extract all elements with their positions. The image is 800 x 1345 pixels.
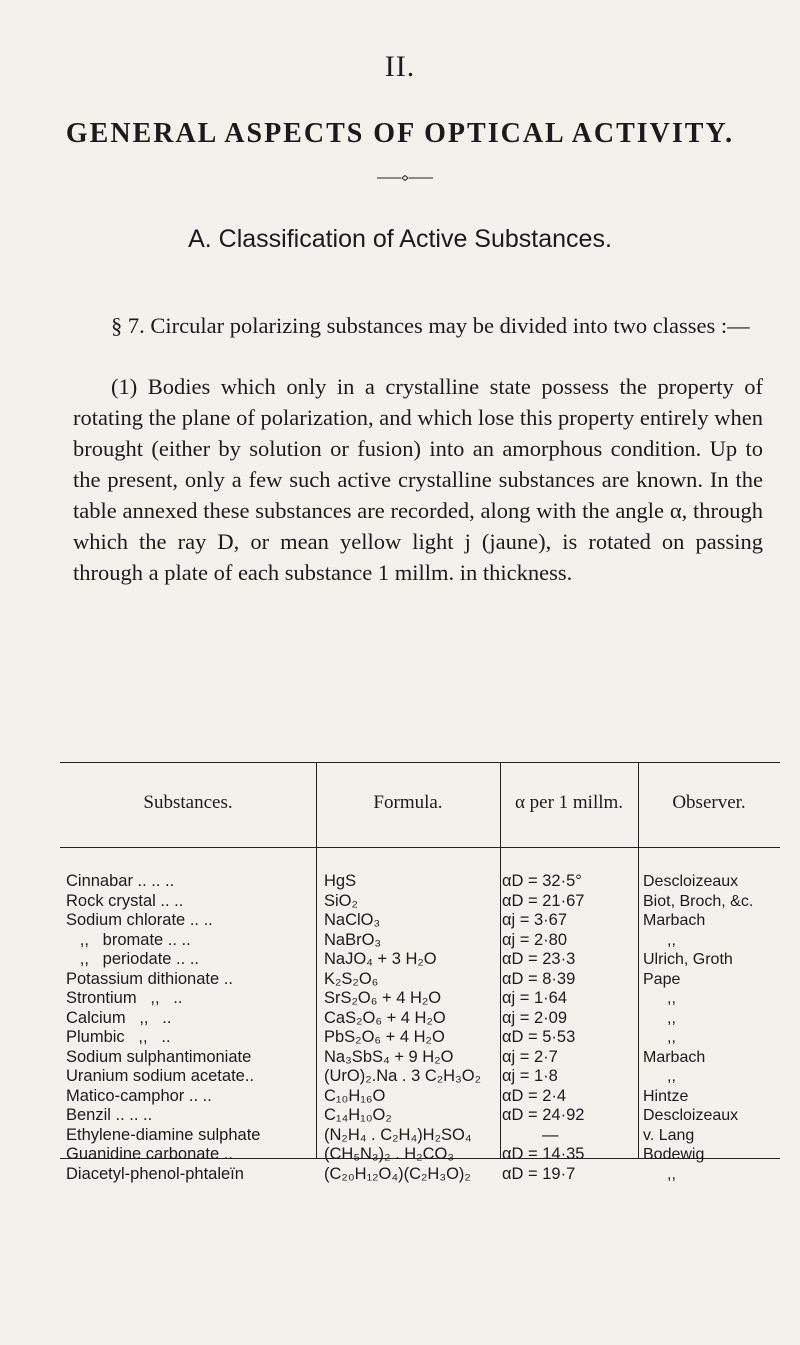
table-cell: Benzil .. .. .. xyxy=(66,1106,153,1124)
table-cell: SrS₂O₆ + 4 H₂O xyxy=(324,989,442,1007)
table-cell: αj = 1·64 xyxy=(502,989,568,1007)
table-cell: Guanidine carbonate .. xyxy=(66,1145,233,1163)
table-cell: — xyxy=(542,1125,559,1144)
table-cell: Descloizeaux xyxy=(643,1107,739,1124)
table-cell: ,, xyxy=(667,990,676,1007)
table-cell: αj = 2·7 xyxy=(502,1047,558,1066)
table-cell: αj = 3·67 xyxy=(502,911,568,929)
header-substances: Substances. xyxy=(143,792,233,813)
table-cell: Matico-camphor .. .. xyxy=(66,1086,212,1105)
table-cell: Marbach xyxy=(643,1048,706,1066)
table-cell: Calcium ,, .. xyxy=(66,1008,172,1027)
table-cell: K₂S₂O₆ xyxy=(324,969,379,988)
table-cell: ,, xyxy=(667,1009,676,1027)
table-cell: αD = 8·39 xyxy=(502,969,576,988)
table-cell: Hintze xyxy=(643,1087,689,1105)
table-cell: ,, bromate .. .. xyxy=(66,930,191,949)
table-cell: (UrO)₂.Na . 3 C₂H₃O₂ xyxy=(324,1067,482,1085)
table-cell: Na₃SbS₄ + 9 H₂O xyxy=(324,1047,454,1066)
table-cell: αj = 2·80 xyxy=(502,930,568,949)
table-cell: Strontium ,, .. xyxy=(66,989,183,1007)
table-cell: v. Lang xyxy=(643,1126,695,1144)
table-cell: ,, xyxy=(667,1029,676,1046)
table-cell: ,, xyxy=(667,1068,676,1085)
table-cell: (N₂H₄ . C₂H₄)H₂SO₄ xyxy=(324,1125,472,1144)
chapter-number: II. xyxy=(384,50,416,83)
table-cell: αD = 2·4 xyxy=(502,1086,567,1105)
table-cell: PbS₂O₆ + 4 H₂O xyxy=(324,1028,445,1046)
table-cell: Sodium sulphantimoniate xyxy=(66,1047,252,1066)
table-cell: ,, xyxy=(667,1165,676,1183)
table-cell: Plumbic ,, .. xyxy=(66,1028,171,1046)
table-cell: Ethylene-diamine sulphate xyxy=(66,1125,261,1144)
table-cell: αj = 2·09 xyxy=(502,1008,568,1027)
table-cell: Bodewig xyxy=(643,1146,705,1163)
table-cell: αD = 21·67 xyxy=(502,891,585,910)
ornament-divider-icon xyxy=(375,174,435,182)
paragraph-body: (1) Bodies which only in a crystalline state possess the property of rotating the plane of polarization, and which lose this property entirely when brought (either by solution or fusion) into an amorphous condition. Up to the present, only a few such active crystalline substances are known. In the table annexed these substances are recorded, along with the angle α, through which the ray D, or mean yellow light j (jaune), is rotated on passing through a plate of each substance 1 millm. in thickness. xyxy=(73,373,763,585)
substances-column xyxy=(66,872,314,1184)
table-cell: NaBrO₃ xyxy=(324,930,382,949)
table-cell: αD = 14·35 xyxy=(502,1145,585,1163)
header-observer: Observer. xyxy=(672,792,746,813)
table-cell: αD = 24·92 xyxy=(502,1106,585,1124)
table-cell: Cinnabar .. .. .. xyxy=(66,872,175,890)
formula-column xyxy=(324,872,504,1184)
table-cell: Ulrich, Groth xyxy=(643,951,733,968)
column-divider xyxy=(316,762,317,1158)
table-cell: C₁₄H₁₀O₂ xyxy=(324,1106,392,1124)
table-cell: ,, periodate .. .. xyxy=(66,950,199,968)
table-cell: Descloizeaux xyxy=(643,873,739,890)
table-cell: αD = 32·5° xyxy=(502,872,582,890)
table-cell: αD = 5·53 xyxy=(502,1028,576,1046)
table-cell: Biot, Broch, &c. xyxy=(643,892,754,910)
table-top-rule xyxy=(60,762,780,763)
header-alpha: α per 1 millm. xyxy=(514,792,624,813)
table-cell: CaS₂O₆ + 4 H₂O xyxy=(324,1008,446,1027)
table-cell: (CH₅N₃)₂ . H₂CO₃ xyxy=(324,1145,455,1163)
active-substances-table xyxy=(60,762,780,1183)
table-cell: Sodium chlorate .. .. xyxy=(66,911,213,929)
table-cell: HgS xyxy=(324,872,357,890)
table-cell: Rock crystal .. .. xyxy=(66,891,184,910)
chapter-title: GENERAL ASPECTS OF OPTICAL ACTIVITY. xyxy=(65,118,735,149)
table-cell: Uranium sodium acetate.. xyxy=(66,1067,255,1085)
table-cell: (C₂₀H₁₂O₄)(C₂H₃O)₂ xyxy=(324,1164,471,1183)
table-cell: Potassium dithionate .. xyxy=(66,969,233,988)
table-cell: αD = 23·3 xyxy=(502,950,576,968)
table-cell: Diacetyl-phenol-phtaleïn xyxy=(66,1164,244,1183)
table-cell: Marbach xyxy=(643,912,706,929)
table-cell: NaClO₃ xyxy=(324,911,381,929)
table-header-rule xyxy=(60,847,780,848)
table-cell: SiO₂ xyxy=(324,891,358,910)
table-cell: C₁₀H₁₆O xyxy=(324,1086,386,1105)
table-cell: αj = 1·8 xyxy=(502,1067,558,1085)
table-cell: NaJO₄ + 3 H₂O xyxy=(324,950,437,968)
table-cell: ,, xyxy=(667,931,676,949)
table-cell: Pape xyxy=(643,970,681,988)
header-formula: Formula. xyxy=(373,792,443,813)
section-title: A. Classification of Active Substances. xyxy=(188,225,612,253)
observer-column xyxy=(643,872,780,1184)
paragraph-intro: § 7. Circular polarizing substances may be divided into two classes :— xyxy=(111,312,750,338)
table-cell: αD = 19·7 xyxy=(502,1164,576,1183)
